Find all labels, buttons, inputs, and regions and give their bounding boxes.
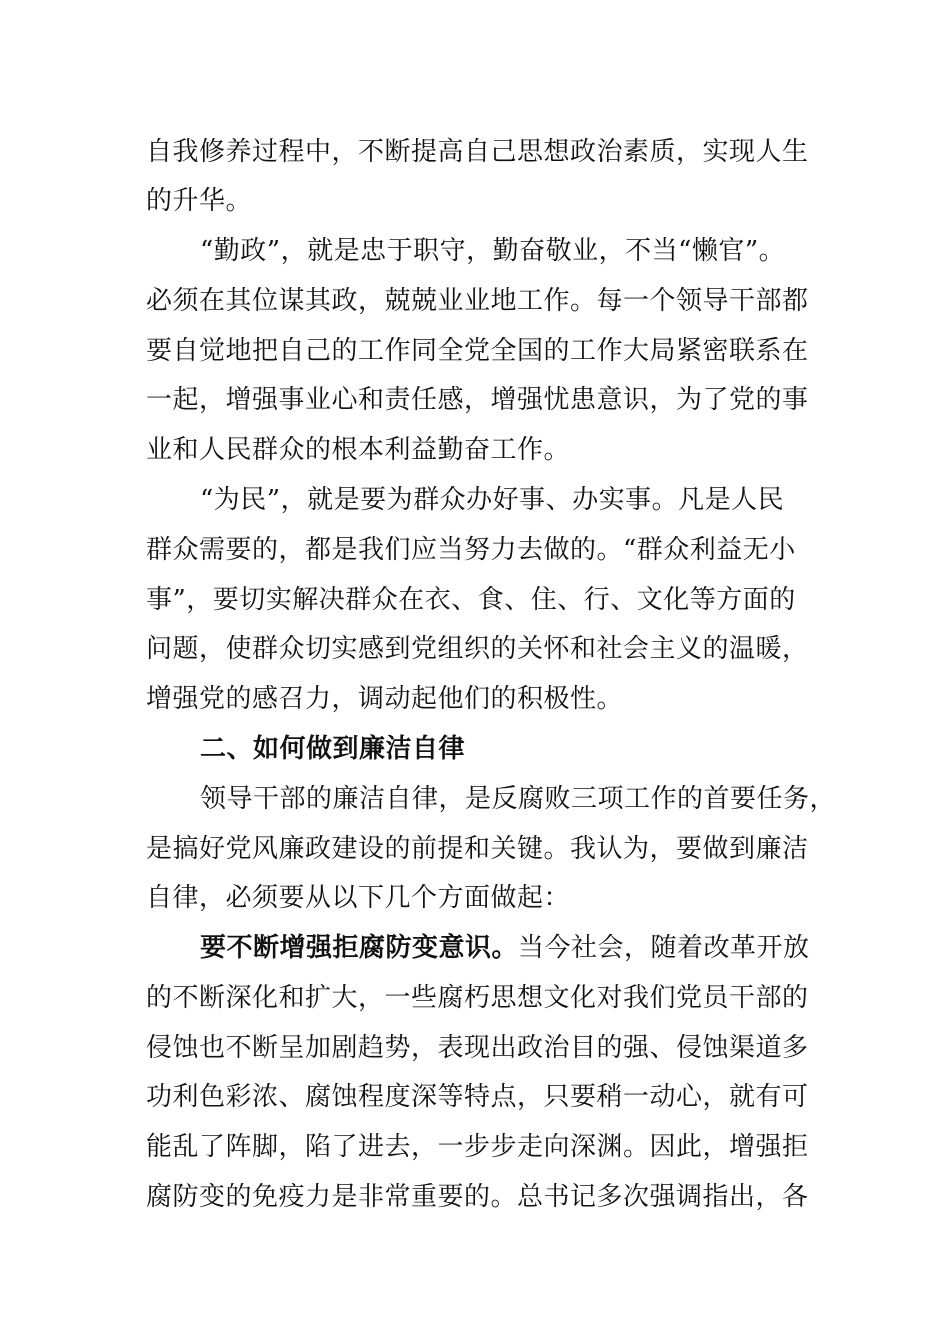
text-line: 群众需要的，都是我们应当努力去做的。“群众利益无小 <box>146 535 796 565</box>
text-line: 腐防变的免疫力是非常重要的。总书记多次强调指出，各 <box>146 1182 809 1212</box>
text-line: 自我修养过程中，不断提高自己思想政治素质，实现人生 <box>146 137 809 167</box>
text-line: 能乱了阵脚，陷了进去，一步步走向深渊。因此，增强拒 <box>146 1132 809 1162</box>
text-line: 的不断深化和扩大，一些腐朽思想文化对我们党员干部的 <box>146 983 809 1013</box>
text-line: 要自觉地把自己的工作同全党全国的工作大局紧密联系在 <box>146 336 809 366</box>
text-line: 的升华。 <box>146 186 253 216</box>
text-line: 问题，使群众切实感到党组织的关怀和社会主义的温暖， <box>146 634 809 664</box>
text-line: “勤政”，就是忠于职守，勤奋敬业，不当“懒官”。 <box>200 236 786 266</box>
bold-lead-text: 要不断增强拒腐防变意识。 <box>200 933 519 963</box>
text-span: 当今社会，随着改革开放 <box>518 933 810 963</box>
text-line: 一起，增强事业心和责任感，增强忧患意识，为了党的事 <box>146 385 809 415</box>
text-line: 事”，要切实解决群众在衣、食、住、行、文化等方面的 <box>146 585 796 615</box>
text-line: 功利色彩浓、腐蚀程度深等特点，只要稍一动心，就有可 <box>146 1082 809 1112</box>
text-line: 必须在其位谋其政，兢兢业业地工作。每一个领导干部都 <box>146 286 809 316</box>
text-line: 侵蚀也不断呈加剧趋势，表现出政治目的强、侵蚀渠道多 <box>146 1033 809 1063</box>
text-line: 领导干部的廉洁自律，是反腐败三项工作的首要任务， <box>200 784 837 814</box>
text-line: “为民”，就是要为群众办好事、办实事。凡是人民 <box>200 485 785 515</box>
section-heading: 二、如何做到廉洁自律 <box>200 734 466 764</box>
text-line: 业和人民群众的根本利益勤奋工作。 <box>146 435 571 465</box>
text-line: 是搞好党风廉政建设的前提和关键。我认为，要做到廉洁 <box>146 834 809 864</box>
text-line <box>200 928 810 968</box>
text-line: 增强党的感召力，调动起他们的积极性。 <box>146 684 624 714</box>
text-line: 自律，必须要从以下几个方面做起： <box>146 883 571 913</box>
